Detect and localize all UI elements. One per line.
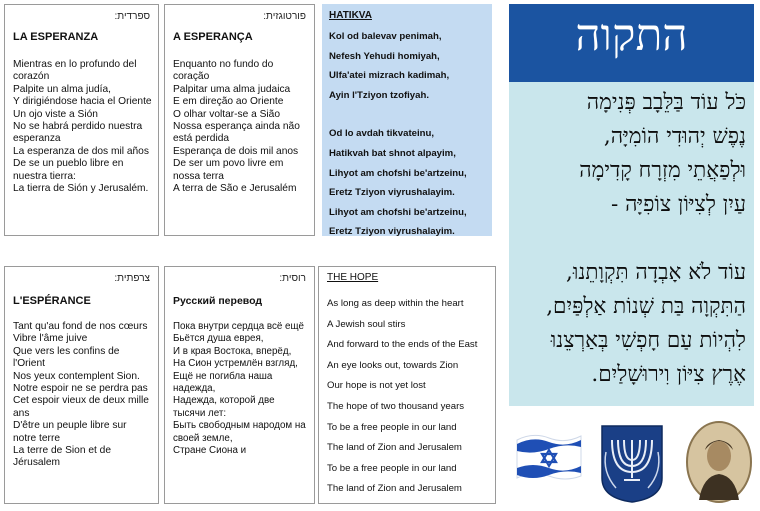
lyric-line: Ещё не погибла наша надежда, <box>173 370 273 395</box>
israel-flag-icon <box>513 430 585 484</box>
lyric-line: De ser um povo livre em nossa terra <box>173 158 284 182</box>
lyric-line: Hatikvah bat shnot alpayim, <box>329 147 456 159</box>
lyric-line: Eretz Tziyon viyrushalayim. <box>329 226 455 238</box>
lyric-line: Palpite un alma judía, <box>13 83 111 95</box>
lyric-line: The hope of two thousand years <box>327 400 465 412</box>
lyric-line: A Jewish soul stirs <box>327 318 406 330</box>
language-label: צרפתית: <box>114 273 150 284</box>
lyric-line: O olhar voltar-se a Sião <box>173 108 281 120</box>
hatikva-title: HATIKVA <box>329 10 372 21</box>
lyric-line: E em direção ao Oriente <box>173 96 284 108</box>
hebrew-title-banner <box>509 4 754 82</box>
lyric-line: And forward to the ends of the East <box>327 339 478 351</box>
transliteration-lines <box>329 27 488 242</box>
hebrew-line: עוֹד לֹא אָבְדָה תִּקְוָתֵנוּ, <box>566 260 746 285</box>
lyric-line: Our hope is not yet lost <box>327 380 426 392</box>
spanish-card <box>4 4 159 236</box>
lyric-line: Que vers les confins de l'Orient <box>13 345 120 370</box>
english-card <box>318 266 496 504</box>
lyric-line: Nos yeux contemplent Sion. <box>13 370 140 382</box>
lyrics <box>13 59 152 195</box>
hebrew-line: עַיִן לְצִיּוֹן צוֹפִיָּה - <box>610 192 746 217</box>
lyrics <box>13 321 152 470</box>
portrait-photo <box>685 420 753 504</box>
lyric-line: Cet espoir vieux de deux mille ans <box>13 395 149 419</box>
hebrew-line: לִהְיוֹת עַם חָפְשִׁי בְּאַרְצֵנוּ <box>550 328 746 353</box>
lyric-line: Пока внутри сердца всё ещё <box>173 321 304 332</box>
card-title: Русский перевод <box>173 295 263 307</box>
lyric-line: La esperanza de dos mil años <box>13 145 149 157</box>
lyric-line: La tierra de Sión y Jerusalém. <box>13 183 149 195</box>
hebrew-stanza-1 <box>513 86 746 222</box>
lyrics <box>173 321 308 457</box>
lyric-line: Надежда, которой две тысячи лет: <box>173 395 275 419</box>
language-label: ספרדית: <box>114 11 150 22</box>
lyric-line: Lihyot am chofshi be'artzeinu, <box>329 167 467 179</box>
card-title: LA ESPERANZA <box>13 31 99 43</box>
lyric-line: Notre espoir ne se perdra pas <box>13 383 148 395</box>
lyric-line: An eye looks out, towards Zion <box>327 359 459 371</box>
lyric-line: Nefesh Yehudi homiyah, <box>329 50 440 62</box>
lyric-line: D'être un peuple libre sur notre terre <box>13 420 127 444</box>
hebrew-lyrics-panel <box>509 4 754 406</box>
lyric-line: A terra de São e Jerusalém <box>173 183 297 195</box>
lyric-line: To be a free people in our land <box>327 462 457 474</box>
lyric-line: La terre de Sion et de Jérusalem <box>13 445 111 469</box>
lyric-line: Y dirigiéndose hacia el Oriente <box>13 96 152 108</box>
language-label: רוסית: <box>279 273 306 284</box>
lyric-line: Od lo avdah tikvateinu, <box>329 128 435 140</box>
lyric-line: Lihyot am chofshi be'artzeinu, <box>329 206 467 218</box>
lyric-line: Ulfa'atei mizrach kadimah, <box>329 70 450 82</box>
lyrics <box>327 294 491 500</box>
lyric-line: Enquanto no fundo do coração <box>173 59 274 83</box>
russian-card <box>164 266 315 504</box>
hebrew-line: כֹּל עוֹד בַּלֵּבָב פְּנִימָה <box>586 90 746 115</box>
lyric-line: На Сион устремлён взгляд, <box>173 358 298 370</box>
lyric-line: Esperança de dois mil anos <box>173 145 299 157</box>
lyric-line: The land of Zion and Jerusalem <box>327 483 462 495</box>
lyric-line: Un ojo viste a Sión <box>13 108 98 120</box>
lyric-line: Vibre l'âme juive <box>13 333 88 345</box>
lyric-line: Eretz Tziyon viyrushalayim. <box>329 187 455 199</box>
lyric-line: Бьётся душа еврея, <box>173 333 264 345</box>
hebrew-stanza-2 <box>513 256 746 392</box>
hatikva-transliteration-panel <box>322 4 492 236</box>
lyric-line: Ayin l'Tziyon tzofiyah. <box>329 89 429 101</box>
portuguese-card <box>164 4 315 236</box>
hebrew-title: התקוה <box>575 10 688 61</box>
stanza-gap <box>329 105 488 124</box>
lyric-line: Palpitar uma alma judaica <box>173 83 291 95</box>
hebrew-line: אֶרֶץ צִיּוֹן וִירוּשָׁלַיִם. <box>591 362 746 387</box>
lyric-line: De se un pueblo libre en nuestra tierra: <box>13 158 124 182</box>
card-title: A ESPERANÇA <box>173 31 253 43</box>
hebrew-line: נֶפֶשׁ יְהוּדִי הוֹמִיָּה, <box>603 124 746 149</box>
lyric-line: И в края Востока, вперёд, <box>173 345 292 357</box>
lyric-line: Стране Сиона и <box>173 445 247 457</box>
lyric-line: The land of Zion and Jerusalem <box>327 442 462 454</box>
card-title: THE HOPE <box>327 272 379 283</box>
lyric-line: Быть свободным народом на своей земле, <box>173 420 306 444</box>
lyric-line: To be a free people in our land <box>327 421 457 433</box>
hebrew-line: וּלְפַאֲתֵי מִזְרָח קָדִימָה <box>579 158 746 183</box>
lyric-line: As long as deep within the heart <box>327 298 464 309</box>
lyric-line: Tant qu'au fond de nos cœurs <box>13 321 148 332</box>
lyrics <box>173 59 308 195</box>
lyric-line: Mientras en lo profundo del corazón <box>13 59 137 83</box>
language-label: פורטוגזית: <box>263 11 306 22</box>
card-title: L'ESPÉRANCE <box>13 295 91 307</box>
menorah-emblem-icon <box>598 422 666 504</box>
lyric-line: Kol od balevav penimah, <box>329 31 442 42</box>
hebrew-line: הַתִּקְוָה בַּת שְׁנוֹת אַלְפַּיִם, <box>546 294 746 319</box>
french-card <box>4 266 159 504</box>
lyric-line: No se habrá perdido nuestra esperanza <box>13 121 143 145</box>
lyric-line: Nossa esperança ainda não está perdida <box>173 121 300 145</box>
